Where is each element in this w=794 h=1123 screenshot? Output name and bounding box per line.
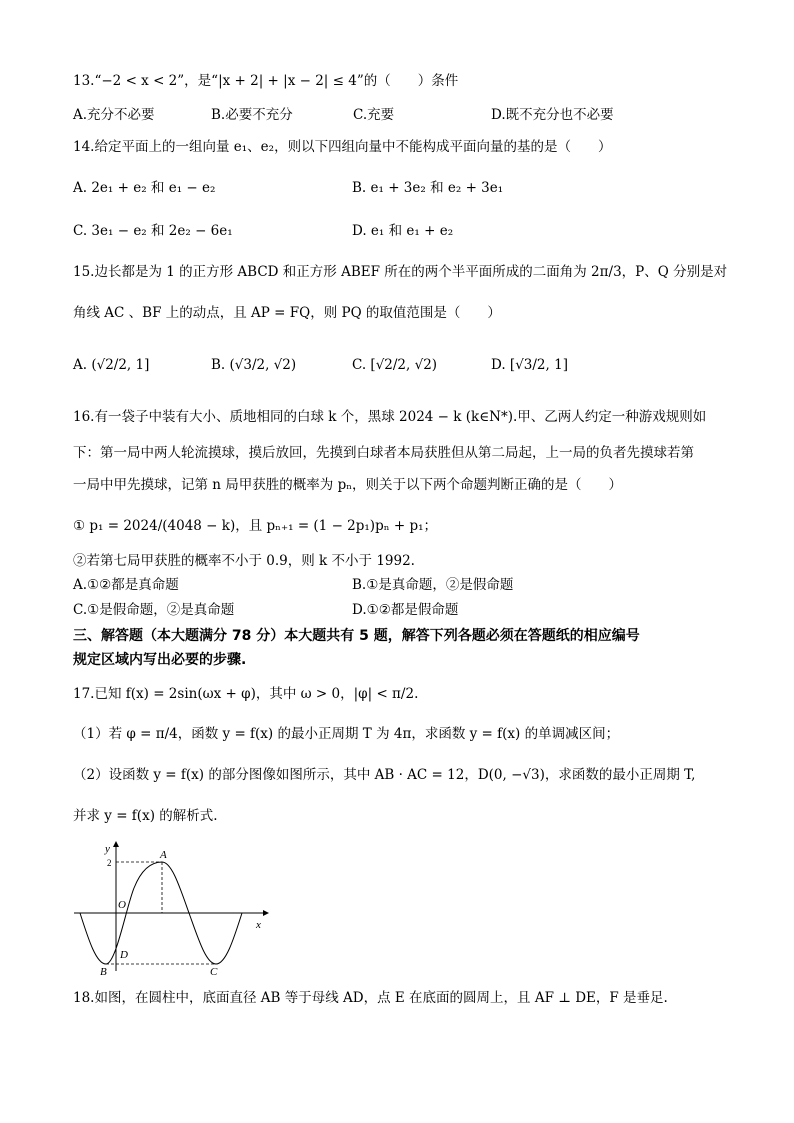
q17-part2-continued: 并求 y = f(x) 的解析式.: [73, 808, 218, 824]
q16-line1: 16.有一袋子中装有大小、质地相同的白球 k 个，黑球 2024 − k (k∈N*).甲、乙两人约定一种游戏规则如: [73, 409, 707, 425]
q17-part2: （2）设函数 y = f(x) 的部分图像如图所示，其中 AB · AC = 12，D(0, −√3)，求函数的最小正周期 T,: [73, 767, 696, 783]
q15-line2: 角线 AC 、BF 上的动点，且 AP = FQ，则 PQ 的取值范围是（ ）: [73, 305, 501, 321]
point-c-label: C: [210, 966, 218, 978]
q15-option-d: D. [√3/2, 1]: [491, 357, 568, 373]
q13-option-c: C.充要: [353, 107, 395, 123]
q13-option-a: A.充分不必要: [73, 107, 155, 123]
x-axis-arrow: [263, 910, 269, 916]
q16-line3: 一局中甲先摸球，记第 n 局甲获胜的概率为 pₙ，则关于以下两个命题判断正确的是（ ）: [73, 477, 623, 493]
q17-function-graph: [70, 838, 270, 978]
point-a-label: A: [160, 849, 167, 861]
point-d-label: D: [120, 949, 128, 961]
y-axis-arrow: [113, 841, 119, 847]
q18-stem: 18.如图，在圆柱中，底面直径 AB 等于母线 AD，点 E 在底面的圆周上，且 AF ⊥ DE，F 是垂足.: [73, 990, 668, 1006]
q14-option-a: A. 2e₁ + e₂ 和 e₁ − e₂: [73, 180, 216, 196]
q14-option-d: D. e₁ 和 e₁ + e₂: [352, 223, 454, 239]
q16-option-c: C.①是假命题，②是真命题: [73, 602, 235, 618]
section3-heading-line2: 规定区域内写出必要的步骤.: [73, 652, 247, 668]
q14-option-b: B. e₁ + 3e₂ 和 e₂ + 3e₁: [352, 180, 504, 196]
origin-label: O: [118, 899, 126, 911]
q15-option-c: C. [√2/2, √2): [352, 357, 438, 373]
q13-option-d: D.既不充分也不必要: [491, 107, 614, 123]
q14-option-c: C. 3e₁ − e₂ 和 2e₂ − 6e₁: [73, 223, 233, 239]
q15-option-a: A. (√2/2, 1]: [73, 357, 150, 373]
q15-option-b: B. (√3/2, √2): [211, 357, 297, 373]
q17-stem: 17.已知 f(x) = 2sin(ωx + φ)，其中 ω > 0，|φ| < π/2.: [73, 686, 419, 702]
q17-part1: （1）若 φ = π/4，函数 y = f(x) 的最小正周期 T 为 4π，求函数 y = f(x) 的单调减区间；: [73, 726, 620, 742]
tick-2-label: 2: [107, 858, 112, 868]
q14-stem: 14.给定平面上的一组向量 e₁、e₂，则以下四组向量中不能构成平面向量的基的是（ ）: [73, 139, 612, 155]
q16-item1: ① p₁ = 2024/(4048 − k)，且 pₙ₊₁ = (1 − 2p₁)pₙ + p₁；: [73, 518, 438, 534]
q13-stem: 13.“−2 < x < 2”，是“|x + 2| + |x − 2| ≤ 4”的（ ）条件: [73, 73, 459, 89]
q16-option-b: B.①是真命题，②是假命题: [352, 577, 514, 593]
x-axis-label: x: [256, 919, 261, 931]
q16-line2: 下：第一局中两人轮流摸球，摸后放回，先摸到白球者本局获胜但从第二局起，上一局的负者先摸球若第: [73, 445, 694, 461]
q13-option-b: B.必要不充分: [211, 107, 293, 123]
point-b-label: B: [100, 966, 107, 978]
q16-option-a: A.①②都是真命题: [73, 577, 179, 593]
y-axis-label: y: [105, 843, 110, 855]
q15-line1: 15.边长都是为 1 的正方形 ABCD 和正方形 ABEF 所在的两个半平面所成的二面角为 2π/3，P、Q 分别是对: [73, 264, 728, 280]
q16-option-d: D.①②都是假命题: [352, 602, 459, 618]
section3-heading-line1: 三、解答题（本大题满分 78 分）本大题共有 5 题，解答下列各题必须在答题纸的相应编号: [73, 628, 640, 644]
q16-item2: ②若第七局甲获胜的概率不小于 0.9，则 k 不小于 1992.: [73, 553, 415, 569]
